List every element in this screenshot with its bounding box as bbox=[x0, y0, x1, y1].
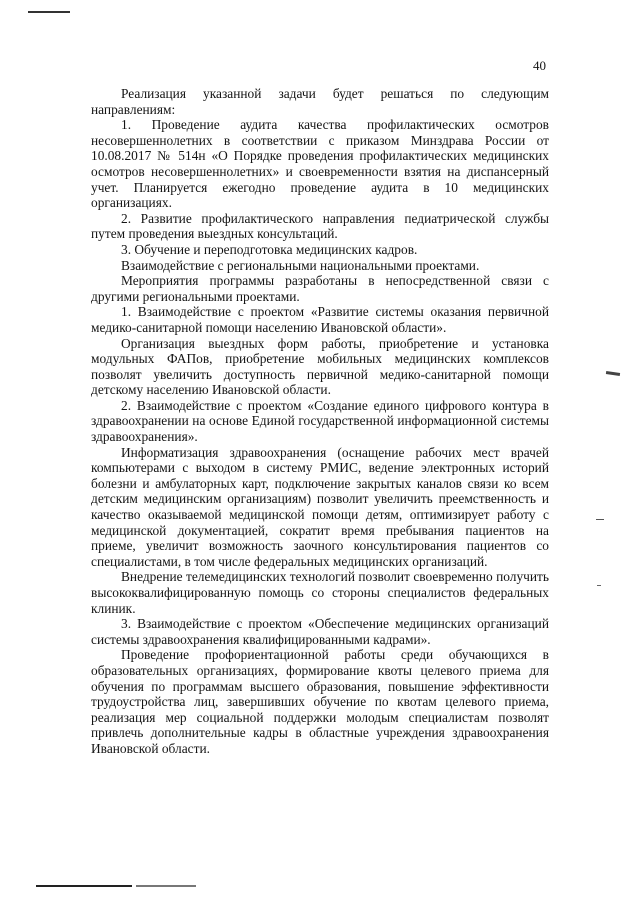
paragraph-item-2: 2. Развитие профилактического направления педиатрической службы путем проведения выездных консультаций. bbox=[91, 210, 549, 242]
scan-artifact-line bbox=[36, 885, 132, 887]
paragraph-program-relations: Мероприятия программы разработаны в непосредственной связи с другими региональными проектами. bbox=[91, 273, 549, 304]
scan-artifact-mark bbox=[606, 371, 620, 376]
paragraph-project-1: 1. Взаимодействие с проектом «Развитие системы оказания первичной медико-санитарной помощи населению Ивановской области». bbox=[91, 304, 549, 335]
page-number: 40 bbox=[533, 58, 546, 73]
paragraph-intro: Реализация указанной задачи будет решаться по следующим направлениям: bbox=[91, 86, 549, 117]
paragraph-interaction-heading: Взаимодействие с региональными национальными проектами. bbox=[121, 257, 480, 273]
paragraph-project-2-details: Информатизация здравоохранения (оснащение рабочих мест врачей компьютерами с выходом в систему РМИС, ведение электронных историй болезни и амбулаторных карт, подключение закрытых каналов связи ко всем детским медицинским организациям) позволит увеличить преемственность и качество оказываемой медицинской помощи детям, оптимизирует работу с медицинской документацией, сократит время пребывания пациентов на приеме, увеличит возможность заочного консультирования пациентов со специалистами, в том числе федеральных медицинских организаций. bbox=[91, 444, 549, 569]
paragraph-project-1-details: Организация выездных форм работы, приобретение и установка модульных ФАПов, приобретение мобильных медицинских комплексов позволят увеличить доступность первичной медико-санитарной помощи детскому населению Ивановской области. bbox=[91, 335, 549, 398]
paragraph-telemedicine: Внедрение телемедицинских технологий позволит своевременно получить высококвалифицированную помощь со стороны специалистов федеральных клиник. bbox=[91, 569, 549, 616]
paragraph-project-2: 2. Взаимодействие с проектом «Создание единого цифрового контура в здравоохранении на основе Единой государственной информационной системы здравоохранения». bbox=[91, 397, 549, 445]
paragraph-item-3: 3. Обучение и переподготовка медицинских кадров. bbox=[121, 241, 418, 257]
paragraph-project-3-details: Проведение профориентационной работы среди обучающихся в образовательных организациях, формирование квоты целевого приема для обучения по программам высшего образования, повышение эффективности трудоустройства лиц, завершивших обучение по квотам целевого приема, реализация мер социальной поддержки молодым специалистам позволят привлечь дополнительные кадры в областные учреждения здравоохранения Ивановской области. bbox=[91, 647, 549, 756]
scan-artifact-mark bbox=[597, 585, 601, 586]
paragraph-item-1: 1. Проведение аудита качества профилактических осмотров несовершеннолетних в соответствии с приказом Минздрава России от 10.08.2017 № 514н «О Порядке проведения профилактических медицинских осмотров несовершеннолетних» и своевременности взятия на диспансерный учет. Планируется ежегодно проведение аудита в 10 медицинских организациях. bbox=[91, 117, 549, 211]
document-body bbox=[91, 86, 549, 757]
scan-artifact-line bbox=[136, 885, 196, 887]
scan-artifact-mark bbox=[596, 519, 604, 520]
paragraph-project-3: 3. Взаимодействие с проектом «Обеспечение медицинских организаций системы здравоохранения квалифицированными кадрами». bbox=[91, 616, 549, 647]
scan-artifact-line bbox=[28, 11, 70, 13]
